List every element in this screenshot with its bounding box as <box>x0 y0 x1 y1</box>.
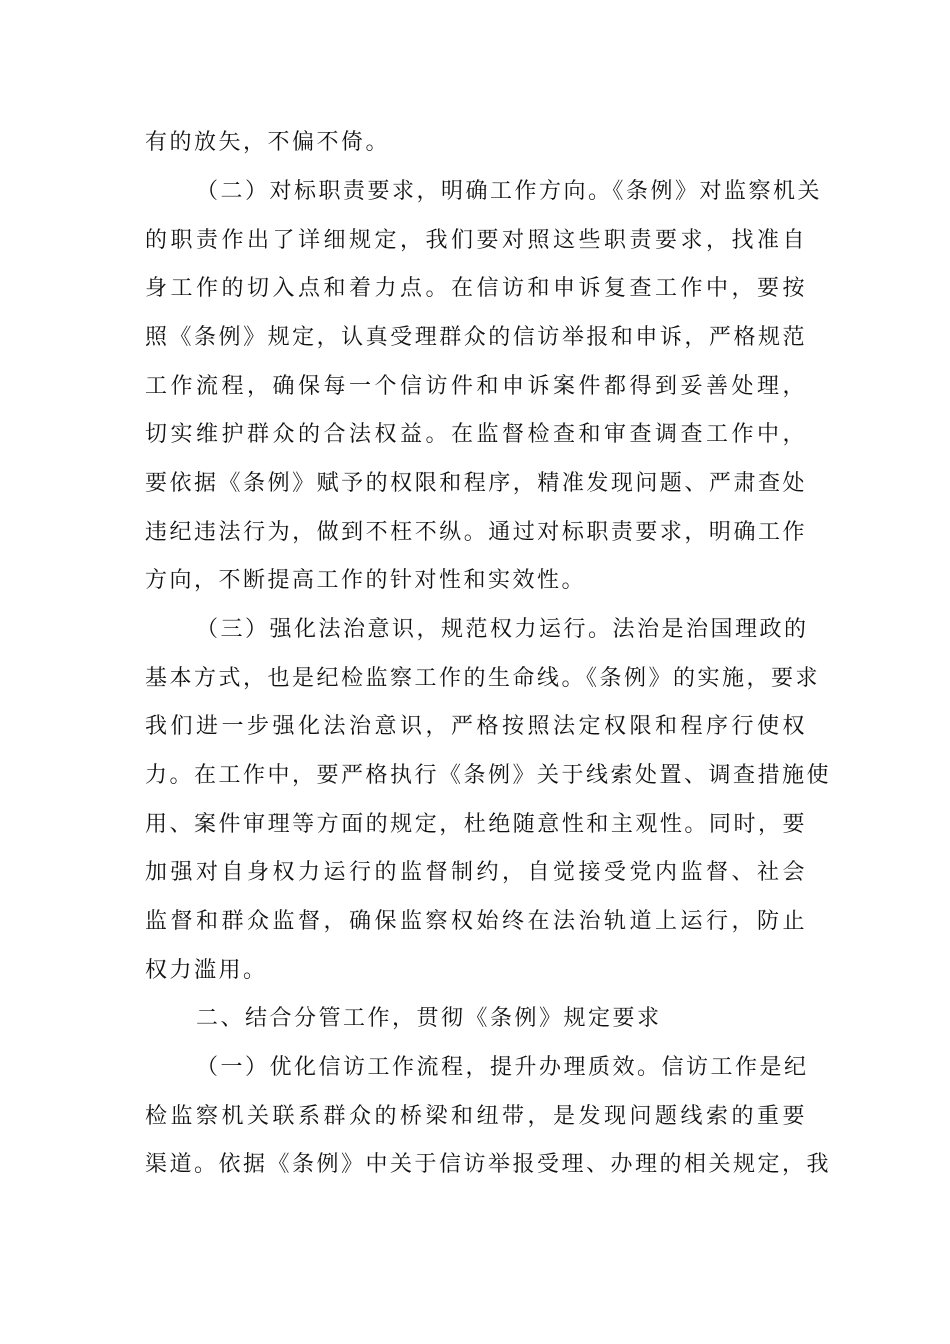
text-line: 照《条例》规定，认真受理群众的信访举报和申诉，严格规范 <box>145 325 807 350</box>
text-line: 基本方式，也是纪检监察工作的生命线。《条例》的实施，要求 <box>145 666 821 691</box>
text-line: 我们进一步强化法治意识，严格按照法定权限和程序行使权 <box>145 714 807 739</box>
text-line: 工作流程，确保每一个信访件和申诉案件都得到妥善处理， <box>145 374 807 399</box>
text-line: （三）强化法治意识，规范权力运行。法治是治国理政的 <box>196 617 809 642</box>
text-line: 渠道。依据《条例》中关于信访举报受理、办理的相关规定，我 <box>145 1152 832 1177</box>
text-line: （一）优化信访工作流程，提升办理质效。信访工作是纪 <box>196 1055 809 1080</box>
text-line: 用、案件审理等方面的规定，杜绝随意性和主观性。同时，要 <box>145 812 807 837</box>
text-line: 违纪违法行为，做到不枉不纵。通过对标职责要求，明确工作 <box>145 520 807 545</box>
text-line: 方向，不断提高工作的针对性和实效性。 <box>145 568 587 593</box>
text-line: 身工作的切入点和着力点。在信访和申诉复查工作中，要按 <box>145 276 807 301</box>
text-line: 力。在工作中，要严格执行《条例》关于线索处置、调查措施使 <box>145 763 832 788</box>
text-line: （二）对标职责要求，明确工作方向。《条例》对监察机关 <box>196 179 823 204</box>
text-line: 要依据《条例》赋予的权限和程序，精准发现问题、严肃查处 <box>145 471 807 496</box>
text-line: 有的放矢，不偏不倚。 <box>145 130 391 155</box>
text-line: 的职责作出了详细规定，我们要对照这些职责要求，找准自 <box>145 228 807 253</box>
section-heading: 二、结合分管工作，贯彻《条例》规定要求 <box>196 1006 662 1031</box>
text-line: 监督和群众监督，确保监察权始终在法治轨道上运行，防止 <box>145 909 807 934</box>
text-line: 检监察机关联系群众的桥梁和纽带，是发现问题线索的重要 <box>145 1104 807 1129</box>
text-line: 加强对自身权力运行的监督制约，自觉接受党内监督、社会 <box>145 860 807 885</box>
text-line: 权力滥用。 <box>145 958 268 983</box>
text-line: 切实维护群众的合法权益。在监督检查和审查调查工作中， <box>145 422 807 447</box>
